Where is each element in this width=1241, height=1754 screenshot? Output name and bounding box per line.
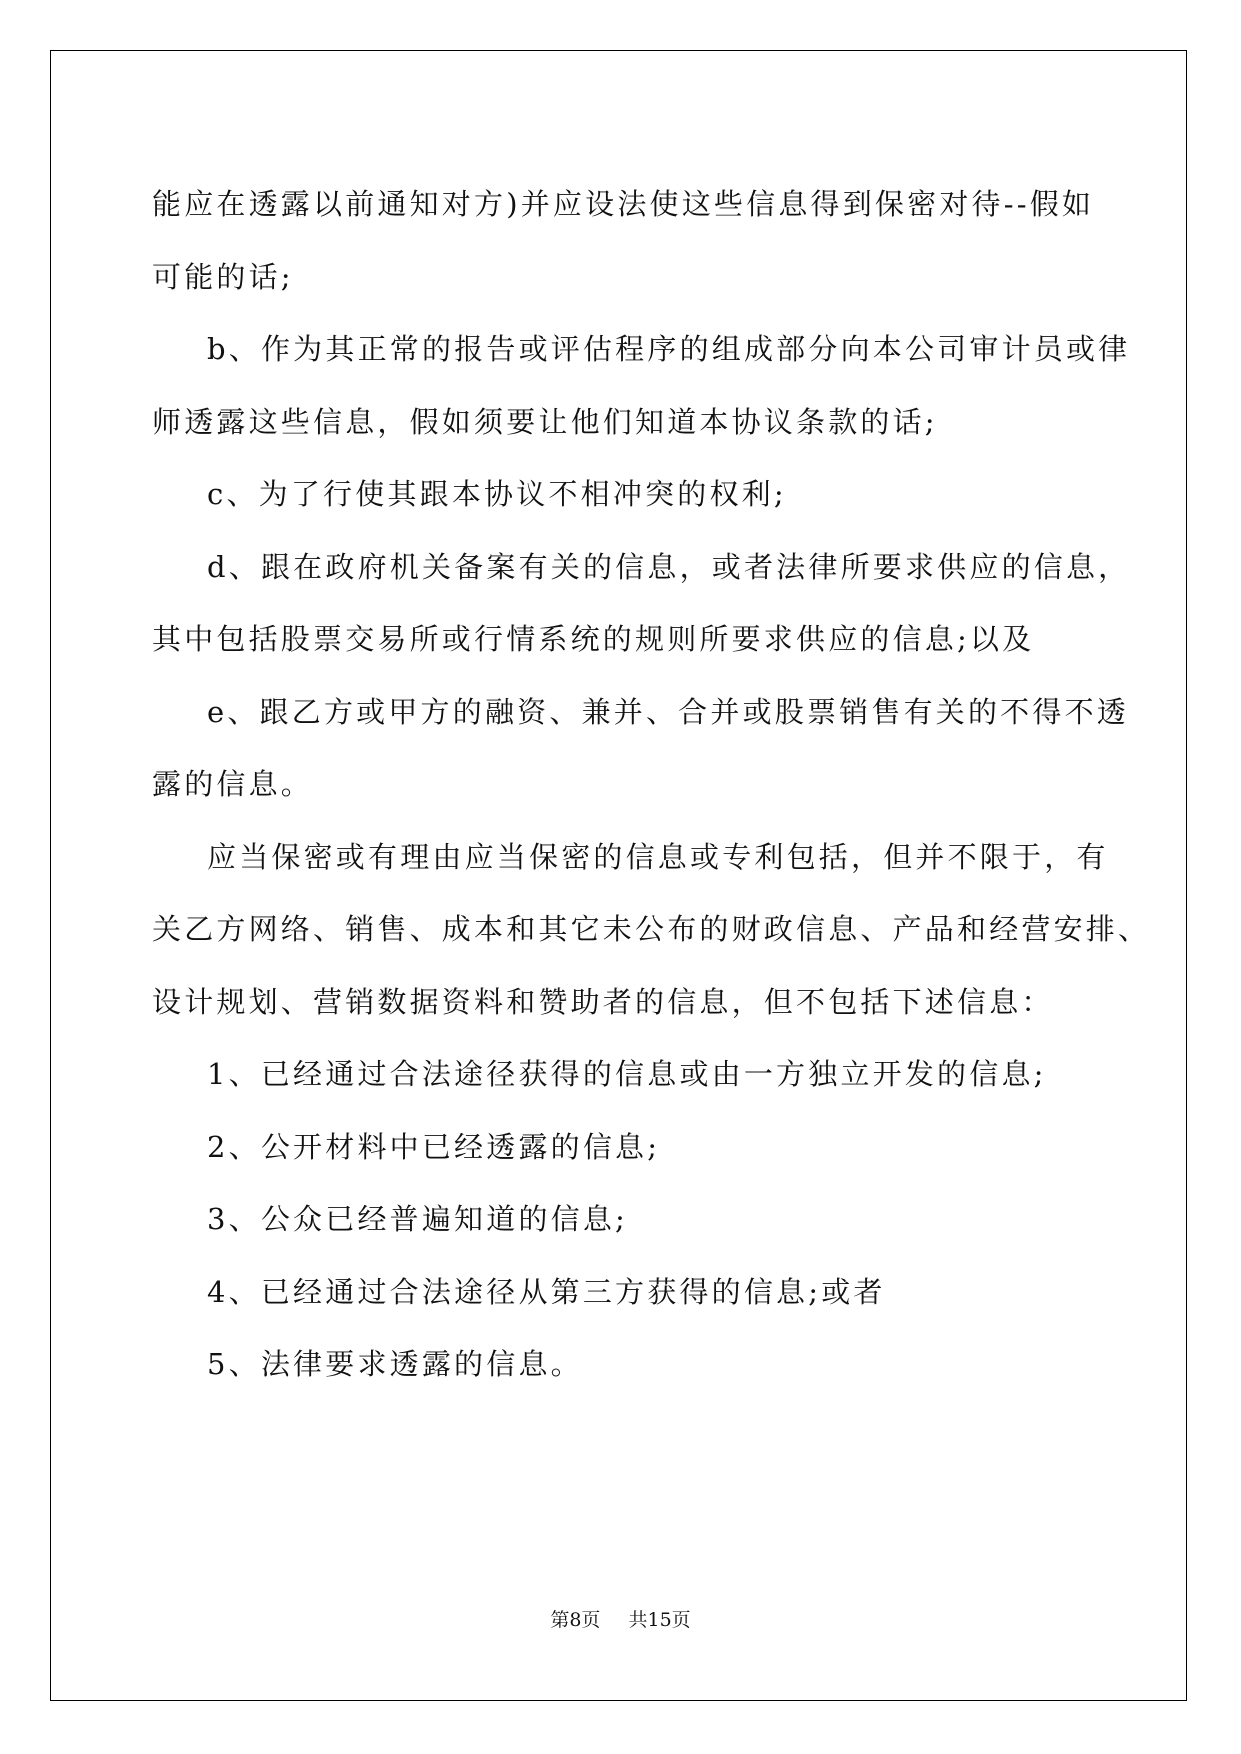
text-line: 能应在透露以前通知对方)并应设法使这些信息得到保密对待--假如 xyxy=(152,187,1095,221)
page-number: 第8页 xyxy=(550,1609,601,1631)
text-line: 关乙方网络、销售、成本和其它未公布的财政信息、产品和经营安排、 xyxy=(152,912,1151,946)
text-line: b、作为其正常的报告或评估程序的组成部分向本公司审计员或律 xyxy=(207,332,1131,366)
text-line: 应当保密或有理由应当保密的信息或专利包括，但并不限于，有 xyxy=(207,840,1109,874)
text-line: e、跟乙方或甲方的融资、兼并、合并或股票销售有关的不得不透 xyxy=(207,695,1129,729)
text-line: c、为了行使其跟本协议不相冲突的权利; xyxy=(207,477,787,511)
text-line: 2、公开材料中已经透露的信息; xyxy=(207,1130,661,1164)
text-line: 师透露这些信息，假如须要让他们知道本协议条款的话; xyxy=(152,405,938,439)
text-line: 4、已经通过合法途径从第三方获得的信息;或者 xyxy=(207,1275,886,1309)
text-line: 其中包括股票交易所或行情系统的规则所要求供应的信息;以及 xyxy=(152,622,1035,656)
text-line: 1、已经通过合法途径获得的信息或由一方独立开发的信息; xyxy=(207,1057,1047,1091)
text-line: 设计规划、营销数据资料和赞助者的信息，但不包括下述信息： xyxy=(152,985,1054,1019)
text-line: 3、公众已经普遍知道的信息; xyxy=(207,1202,629,1236)
page-footer xyxy=(0,1605,1241,1632)
text-line: 5、法律要求透露的信息。 xyxy=(207,1347,583,1381)
text-line: 露的信息。 xyxy=(152,767,314,801)
text-line: d、跟在政府机关备案有关的信息，或者法律所要求供应的信息， xyxy=(207,550,1131,584)
page-total: 共15页 xyxy=(628,1609,691,1631)
text-line: 可能的话; xyxy=(152,260,294,294)
